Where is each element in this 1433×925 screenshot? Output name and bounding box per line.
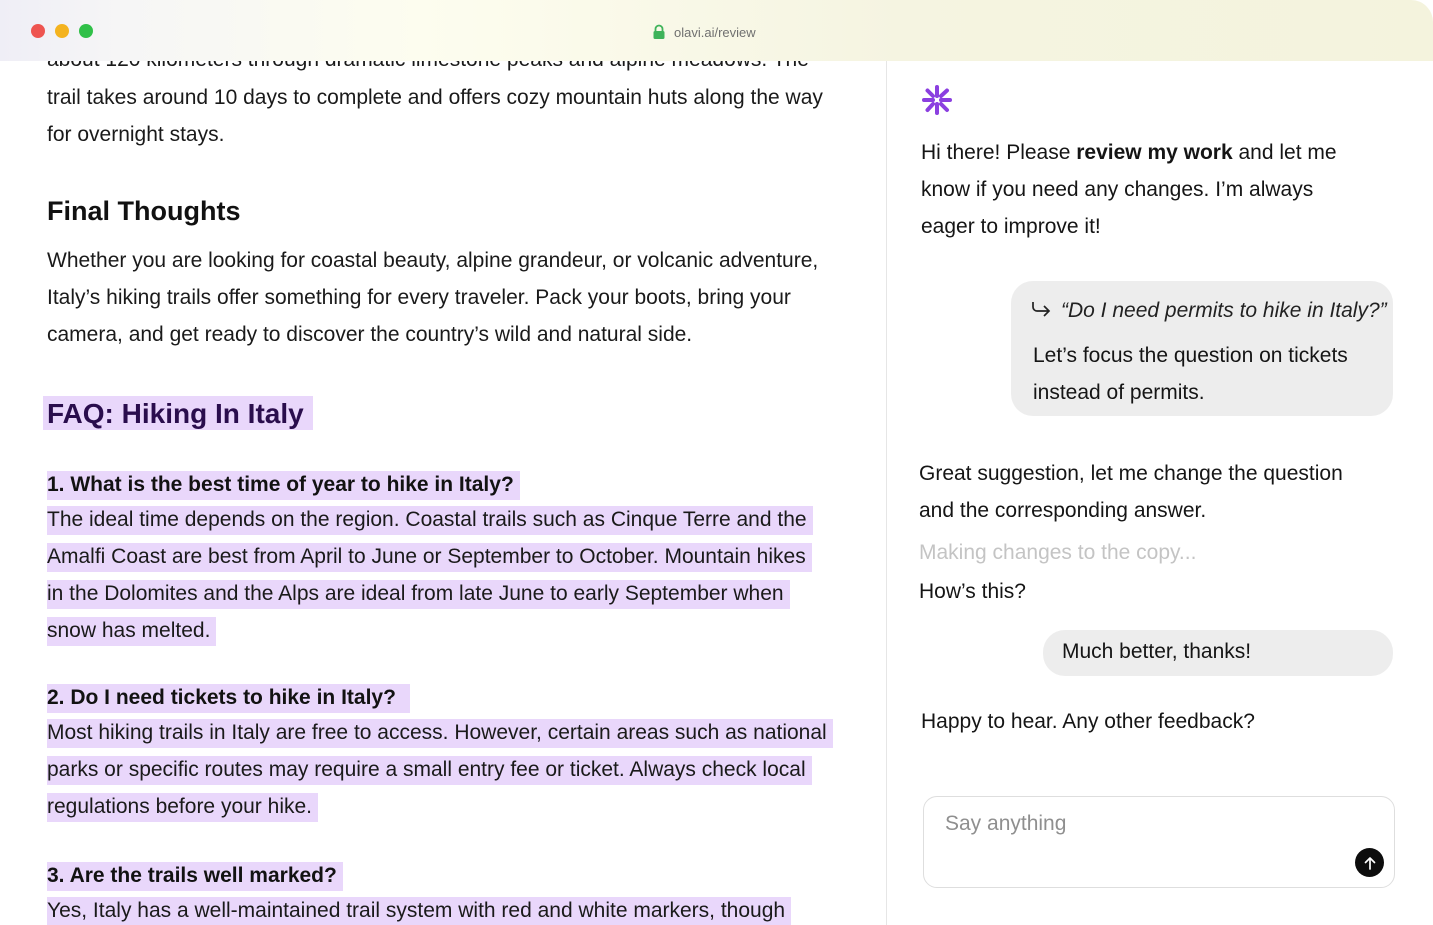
ai-reply-line-1: Great suggestion, let me change the question [919,462,1343,485]
final-line-2: Italy’s hiking trails offer something for every traveler. Pack your boots, bring your [47,286,791,309]
ai-greeting-line-1: Hi there! Please review my work and let me [921,141,1337,164]
ai-greeting-line-3: eager to improve it! [921,215,1101,238]
olavi-spark-icon [920,83,954,117]
ai-greeting-line-2: know if you need any changes. I’m always [921,178,1314,201]
faq-answer-3-line-1: Yes, Italy has a well-maintained trail system with red and white markers, though [47,892,791,925]
faq-answer-2-line-1: Most hiking trails in Italy are free to access. However, certain areas such as national [47,714,833,751]
user-message-line-2: instead of permits. [1033,381,1205,404]
url-text: olavi.ai/review [674,24,756,40]
chat-pane [887,61,1433,925]
chat-composer [923,796,1395,888]
faq-answer-1-line-4: snow has melted. [47,612,216,649]
faq-answer-2-line-2: parks or specific routes may require a small entry fee or ticket. Always check local [47,751,812,788]
final-thoughts-heading: Final Thoughts [47,196,241,226]
send-arrow-icon [1363,856,1377,870]
faq-question-1: 1. What is the best time of year to hike in Italy? [47,470,520,500]
user-message-line-1: Let’s focus the question on tickets [1033,344,1348,367]
browser-titlebar [0,0,1433,61]
final-line-1: Whether you are looking for coastal beauty, alpine grandeur, or volcanic adventure, [47,249,819,272]
ai-followup: How’s this? [919,580,1026,603]
minimize-window-button[interactable] [55,24,69,38]
final-line-3: camera, and get ready to discover the country’s wild and natural side. [47,323,693,346]
send-button[interactable] [1355,848,1384,877]
address-bar[interactable] [652,22,756,42]
reply-arrow-icon [1031,299,1051,323]
user-message-text [1033,337,1348,411]
faq-answer-1-line-2: Amalfi Coast are best from April to June or September to October. Mountain hikes [47,538,812,575]
user-message-bubble [1011,281,1393,416]
faq-answer-1-line-1: The ideal time depends on the region. Coastal trails such as Cinque Terre and the [47,501,813,538]
quoted-reference[interactable] [1031,299,1387,323]
faq-answer-2-line-3: regulations before your hike. [47,788,318,825]
close-window-button[interactable] [31,24,45,38]
user-reply-bubble [1043,630,1393,676]
faq-question-3: 3. Are the trails well marked? [47,861,343,891]
maximize-window-button[interactable] [79,24,93,38]
ai-reply-line-2: and the corresponding answer. [919,499,1207,522]
user-reply-text: Much better, thanks! [1062,640,1252,663]
lock-icon [652,24,666,40]
faq-question-2: 2. Do I need tickets to hike in Italy? [47,683,410,713]
ai-status-text: Making changes to the copy... [919,541,1197,564]
intro-line-2: trail takes around 10 days to complete and offers cozy mountain huts along the way [47,86,823,109]
faq-heading: FAQ: Hiking In Italy [43,396,313,430]
chat-input[interactable] [943,811,1347,837]
quote-text: “Do I need permits to hike in Italy?” [1061,299,1387,322]
ai-final-message: Happy to hear. Any other feedback? [921,710,1255,733]
faq-answer-1-line-3: in the Dolomites and the Alps are ideal from late June to early September when [47,575,790,612]
intro-line-3: for overnight stays. [47,123,225,146]
